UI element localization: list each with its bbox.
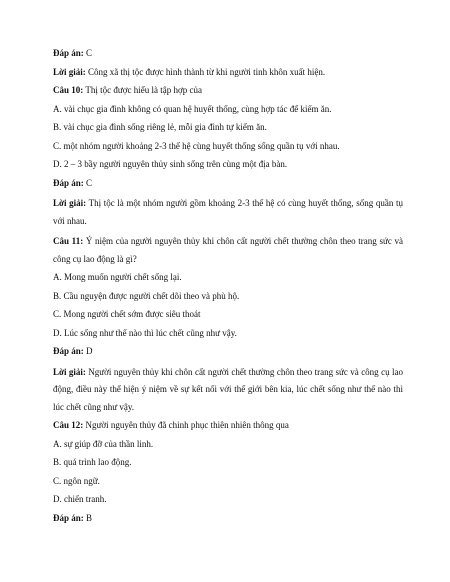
explanation-label: Lời giải: xyxy=(53,366,86,377)
option-d: D. chiến tranh. xyxy=(53,494,107,504)
option-b: B. vài chục gia đình sống riêng lẻ, mỗi gia đình tự kiếm ăn. xyxy=(53,122,267,132)
question-11 xyxy=(53,233,403,268)
explanation-text: Công xã thị tộc được hình thành từ khi người tinh khôn xuất hiện. xyxy=(85,66,326,77)
option-c: C. ngôn ngữ. xyxy=(53,475,100,486)
answer-line xyxy=(53,177,403,189)
answer-label: Đáp án: xyxy=(53,346,84,356)
option-b: B. Cầu nguyện được người chết dõi theo và phù hộ. xyxy=(53,290,240,301)
explanation-text: Thị tộc là một nhóm người gồm khoảng 2-3 thế hệ có cùng huyết thống, sống quần tụ với nhau. xyxy=(53,198,403,226)
question-label: Câu 12: xyxy=(53,420,84,430)
document-page xyxy=(53,47,403,530)
option-a: A. vài chục gia đình không có quan hệ huyết thống, cùng hợp tác để kiếm ăn. xyxy=(53,103,332,114)
answer-label: Đáp án: xyxy=(53,177,84,188)
option-d: D. 2 – 3 bầy người nguyên thủy sinh sống trên cùng một địa bàn. xyxy=(53,159,288,169)
question-text: Ý niệm của người nguyên thủy khi chôn cất người chết thường chôn theo trang sức và công cụ lao động là gì? xyxy=(53,236,403,264)
option-c: C. Mong người chết sớm được siêu thoát xyxy=(53,309,201,319)
answer-line xyxy=(53,47,403,59)
explanation-label: Lời giải: xyxy=(53,66,86,77)
question-label: Câu 10: xyxy=(53,85,84,95)
explanation-text: Người nguyên thủy khi chôn cất người chết thường chôn theo trang sức và công cụ lao động, điều này thể hiện ý niệm về sự kết nối với thế giới bên kia, lúc chết sống như thế nào thì lúc chết cũng như vậy. xyxy=(53,366,403,412)
explanation-paragraph xyxy=(53,66,403,78)
answer-value: B xyxy=(83,512,93,523)
explanation-paragraph xyxy=(53,364,403,417)
answer-line xyxy=(53,345,403,357)
question-text: Người nguyên thủy đã chinh phục thiên nhiên thông qua xyxy=(83,420,289,430)
explanation-paragraph xyxy=(53,195,403,230)
question-label: Câu 11: xyxy=(53,236,84,246)
answer-label: Đáp án: xyxy=(53,512,84,523)
explanation-label: Lời giải: xyxy=(53,198,87,208)
answer-value: C xyxy=(83,177,93,188)
question-12 xyxy=(53,419,403,431)
question-text: Thị tộc được hiểu là tập hợp của xyxy=(83,85,202,95)
answer-value: D xyxy=(83,346,93,356)
option-d: D. Lúc sống như thế nào thì lúc chết cũng như vậy. xyxy=(53,327,237,338)
question-10 xyxy=(53,84,403,96)
option-c: C. một nhóm người khoảng 2-3 thế hệ cùng huyết thống sống quần tụ với nhau. xyxy=(53,140,340,151)
option-a: A. Mong muốn người chết sống lại. xyxy=(53,272,182,282)
answer-value: C xyxy=(83,48,93,58)
answer-line xyxy=(53,512,403,524)
option-a: A. sự giúp đỡ của thần linh. xyxy=(53,438,154,449)
answer-label: Đáp án: xyxy=(53,48,84,58)
option-b: B. quá trình lao động. xyxy=(53,457,132,467)
